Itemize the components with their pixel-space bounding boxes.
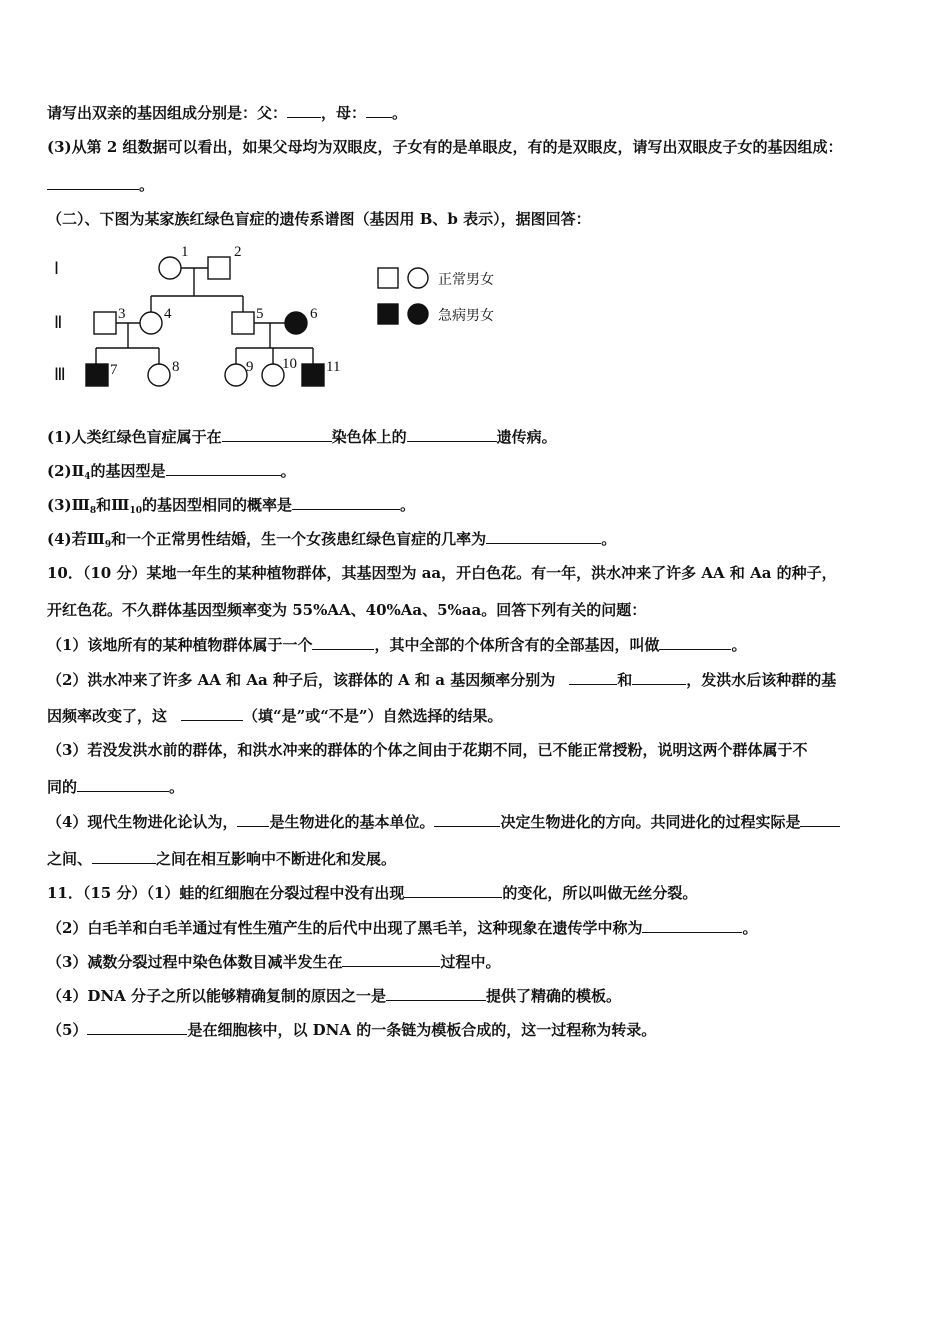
question-3-eyelid: (3)从第 2 组数据可以看出，如果父母均为双眼皮，子女有的是单眼皮，有的是双眼皮，请写出双眼皮子女的基因组成： xyxy=(47,138,843,156)
individual-8-female xyxy=(148,364,170,386)
legend-affected-label: 急病男女 xyxy=(438,308,494,324)
answer-blank[interactable] xyxy=(642,917,742,933)
answer-blank[interactable] xyxy=(632,669,686,685)
answer-blank[interactable] xyxy=(659,634,731,650)
problem-10-q3: （3）若没发洪水前的群体，和洪水冲来的群体的个体之间由于花期不同，已不能正常授粉，说明这两个群体属于不 xyxy=(47,741,808,759)
problem-11-q2: （2）白毛羊和白毛羊通过有性生殖产生的后代中出现了黑毛羊，这种现象在遗传学中称为 。 xyxy=(47,919,758,937)
generation-label-2: Ⅱ xyxy=(54,313,63,332)
individual-4-female xyxy=(140,312,162,334)
problem-10-stem-cont: 开红色花。不久群体基因型频率变为 55%AA、40%Aa、5%aa。回答下列有关的问题： xyxy=(47,601,647,619)
legend-normal-male-icon xyxy=(378,268,398,288)
question-3: $(3)Ⅲ_8$和$Ⅲ_{10}$的基因型相同的概率是 。 xyxy=(47,496,416,516)
answer-blank[interactable] xyxy=(486,528,601,544)
answer-blank[interactable] xyxy=(569,669,617,685)
individual-number: 7 xyxy=(110,362,118,378)
problem-11-q4: （4）DNA 分子之所以能够精确复制的原因之一是 提供了精确的模板。 xyxy=(47,987,622,1005)
legend-normal-label: 正常男女 xyxy=(438,272,494,288)
answer-blank[interactable] xyxy=(87,1019,187,1035)
individual-number: 8 xyxy=(172,359,180,375)
problem-11-q3: （3）减数分裂过程中染色体数目减半发生在 过程中。 xyxy=(47,953,501,971)
problem-10-q3-cont: 同的 。 xyxy=(47,778,185,796)
answer-line: 。 xyxy=(47,174,913,195)
pedigree-diagram xyxy=(44,240,544,400)
individual-number: 1 xyxy=(181,244,189,260)
individual-number: 4 xyxy=(164,306,172,322)
individual-number: 10 xyxy=(282,356,297,372)
answer-blank[interactable] xyxy=(92,848,156,864)
problem-11-q1: 11．（15 分）（1）蛙的红细胞在分裂过程中没有出现 的变化，所以叫做无丝分裂。 xyxy=(47,884,698,902)
individual-number: 6 xyxy=(310,306,318,322)
generation-label-1: Ⅰ xyxy=(54,259,60,278)
answer-blank[interactable] xyxy=(166,460,281,476)
section-heading-pedigree: （二）、下图为某家族红绿色盲症的遗传系谱图（基因用 B、b 表示），据图回答： xyxy=(47,210,591,228)
answer-blank[interactable] xyxy=(800,811,840,827)
problem-11-q5: （5） 是在细胞核中，以 DNA 的一条链为模板合成的，这一过程称为转录。 xyxy=(47,1021,657,1039)
individual-3-male xyxy=(94,312,116,334)
answer-blank[interactable] xyxy=(77,776,169,792)
answer-blank[interactable] xyxy=(404,882,502,898)
problem-10-q4-cont: 之间、 之间在相互影响中不断进化和发展。 xyxy=(47,850,397,868)
individual-5-male xyxy=(232,312,254,334)
question-1: (1)人类红绿色盲症属于在 染色体上的 遗传病。 xyxy=(47,428,557,446)
text-line-1: 请写出双亲的基因组成分别是：父： ，母： 。 xyxy=(47,104,408,122)
answer-blank[interactable] xyxy=(222,426,332,442)
problem-10-stem: 10．（10 分）某地一年生的某种植物群体，其基因型为 aa，开白色花。有一年，洪水冲来了许多 AA 和 Aa 的种子， xyxy=(47,564,837,582)
answer-blank[interactable] xyxy=(47,174,139,190)
answer-blank[interactable] xyxy=(342,951,440,967)
individual-6-female-affected xyxy=(285,312,307,334)
individual-7-male-affected xyxy=(86,364,108,386)
answer-blank[interactable] xyxy=(237,811,269,827)
answer-blank[interactable] xyxy=(287,102,321,118)
legend-affected-female-icon xyxy=(408,304,428,324)
problem-10-q2-cont: 因频率改变了，这 （填“是”或“不是”）自然选择的结果。 xyxy=(47,707,503,725)
individual-number: 5 xyxy=(256,306,264,322)
answer-blank[interactable] xyxy=(292,494,400,510)
individual-number: 9 xyxy=(246,359,254,375)
individual-11-male-affected xyxy=(302,364,324,386)
legend-normal-female-icon xyxy=(408,268,428,288)
answer-blank[interactable] xyxy=(366,102,392,118)
answer-blank[interactable] xyxy=(181,705,243,721)
individual-10-female xyxy=(262,364,284,386)
individual-number: 3 xyxy=(118,306,126,322)
answer-blank[interactable] xyxy=(407,426,497,442)
individual-number: 2 xyxy=(234,244,242,260)
individual-2-male xyxy=(208,257,230,279)
problem-10-q1: （1）该地所有的某种植物群体属于一个 ，其中全部的个体所含有的全部基因，叫做 。 xyxy=(47,636,747,654)
individual-number: 11 xyxy=(326,359,341,375)
individual-1-female xyxy=(159,257,181,279)
problem-10-q2: （2）洪水冲来了许多 AA 和 Aa 种子后，该群体的 A 和 a 基因频率分别为 和 ，发洪水后该种群的基 xyxy=(47,671,837,689)
answer-blank[interactable] xyxy=(312,634,374,650)
answer-blank[interactable] xyxy=(386,985,486,1001)
problem-10-q4: （4）现代生物进化论认为， 是生物进化的基本单位。 决定生物进化的方向。共同进化的过程实际是 xyxy=(47,811,913,832)
generation-label-3: Ⅲ xyxy=(54,365,66,384)
individual-9-female xyxy=(225,364,247,386)
answer-blank[interactable] xyxy=(434,811,500,827)
question-4: (4)若$Ⅲ_9$和一个正常男性结婚，生一个女孩患红绿色盲症的几率为 。 xyxy=(47,530,617,550)
question-2: $(2)Ⅱ_4$的基因型是 。 xyxy=(47,462,296,482)
legend-affected-male-icon xyxy=(378,304,398,324)
